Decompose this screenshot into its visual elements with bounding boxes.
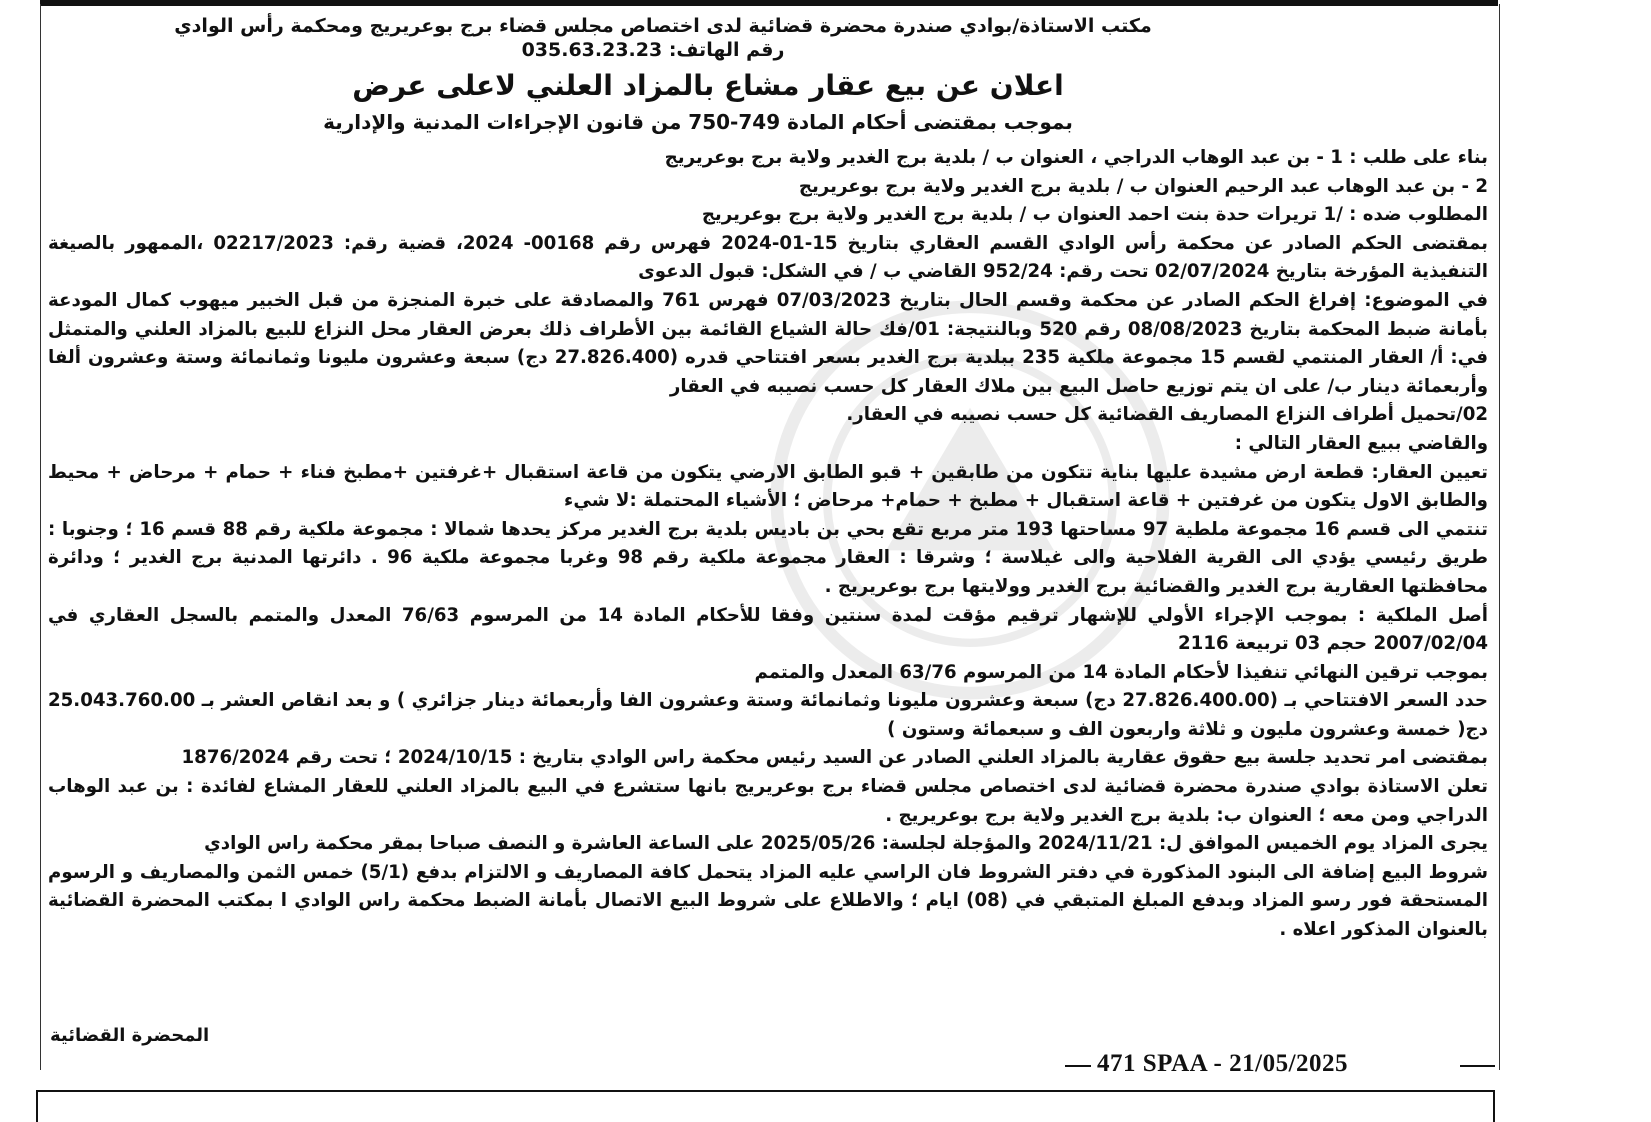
costs-clause: 02/تحميل أطراف النزاع المصاريف القضائية كل حسب نصيبه في العقار.	[846, 404, 1488, 426]
notice-title: اعلان عن بيع عقار مشاع بالمزاد العلني لاعلى عرض	[352, 69, 1064, 102]
sale-conditions: شروط البيع إضافة الى البنود المذكورة في دفتر الشروط فان الراسي عليه المزاد يتحمل كافة المصاريف و الالتزام بدفع (5/1) خمس الثمن والمصاريف و الرسوم المستحقة فور رسو المزاد وبدفع المبلغ المتبقي في (08) ايام ؛ والاطلاع على شروط البيع الاتصال بأمانة الضبط محكمة راس الوادي ا بمكتب المحضرة القضائية بالعنوان المذكور اعلاه .	[48, 861, 1488, 941]
footer-rule-right	[1460, 1065, 1495, 1067]
auction-announcement: تعلن الاستاذة بوادي صندرة محضرة قضائية لدى اختصاص مجلس قضاء برج بوعريريج بانها ستشرع في البيع بالمزاد العلني للعقار المشاع لفائدة : بن عبد الوهاب الدراجي ومن معه ؛ العنوان ب: بلدية برج الغدير ولاية برج بوعريريج .	[48, 776, 1488, 826]
signature: المحضرة القضائية	[50, 1025, 210, 1046]
requester-2: 2 - بن عبد الوهاب عبد الرحيم العنوان ب / بلدية برج الغدير ولاية برج بوعريريج	[798, 175, 1488, 197]
publication-reference: 471 SPAA - 21/05/2025	[1097, 1050, 1349, 1077]
office-phone: رقم الهاتف: 035.63.23.23	[521, 39, 785, 61]
auction-notice	[48, 14, 1488, 945]
hearing-order: بمقتضى امر تحديد جلسة بيع حقوق عقارية بالمزاد العلني الصادر عن السيد رئيس محكمة راس الوادي بتاريخ : 2024/10/15 ؛ تحت رقم 1876/2024	[181, 747, 1488, 769]
sale-intro: والقاضي ببيع العقار التالي :	[1234, 432, 1488, 454]
requester-1: بناء على طلب : 1 - بن عبد الوهاب الدراجي ، العنوان ب / بلدية برج الغدير ولاية برج بوعريريج	[664, 147, 1488, 168]
property-description: تعيين العقار: قطعة ارض مشيدة عليها بناية تتكون من طابقين + قبو الطابق الارضي يتكون من قاعة استقبال +غرفتين +مطبخ فناء + حمام + مرحاض + محيط والطابق الاول يتكون من غرفتين + قاعة استقبال + مطبخ + حمام+ مرحاض ؛ الأشياء المحتملة :لا شيء	[48, 461, 1488, 512]
publication-footer	[1065, 1047, 1495, 1083]
judgment-reference: بمقتضى الحكم الصادر عن محكمة رأس الوادي القسم العقاري بتاريخ 15-01-2024 فهرس رقم 00168- 2024، قضية رقم: 02217/2023 ،الممهور بالصيغة التنفيذية المؤرخة بتاريخ 02/07/2024 تحت رقم: 952/24 القاضي ب / في الشكل: قبول الدعوى	[48, 232, 1488, 283]
property-boundaries: تنتمي الى قسم 16 مجموعة ملطية 97 مساحتها 193 متر مربع تقع بحي بن باديس بلدية برج الغدير مركز يحدها شمالا : مجموعة ملكية رقم 88 قسم 16 ؛ وجنوبا : طريق رئيسي يؤدي الى القرية الفلاحية والى غيلاسة ؛ وشرقا : العقار مجموعة ملكية رقم 98 وغربا مجموعة ملكية 96 . دائرتها المدنية برج الغدير ؛ ودائرة محافظتها العقارية برج الغدير والقضائية برج الغدير وولايتها برج بوعريريج .	[48, 518, 1488, 597]
office-header: مكتب الاستاذة/بوادي صندرة محضرة قضائية لدى اختصاص مجلس قضاء برج بوعريريج ومحكمة رأس الوادي	[174, 15, 1152, 37]
auction-date: يجرى المزاد يوم الخميس الموافق ل: 2024/11/21 والمؤجلة لجلسة: 2025/05/26 على الساعة العاشرة و النصف صباحا بمقر محكمة راس الوادي	[204, 833, 1488, 855]
final-registration: بموجب ترقين النهائي تنفيذا لأحكام المادة 14 من المرسوم 63/76 المعدل والمتمم	[754, 661, 1488, 683]
judgment-subject: في الموضوع: إفراغ الحكم الصادر عن محكمة وقسم الحال بتاريخ 07/03/2023 فهرس 761 والمصادقة على خبرة المنجزة من قبل الخبير ميهوب كمال المودعة بأمانة ضبط المحكمة بتاريخ 08/08/2023 رقم 520 وبالنتيجة: 01/فك حالة الشياع القائمة بين الأطراف ذلك بعرض العقار محل النزاع للبيع بالمزاد العلني والمتمثل في: أ/ العقار المنتمي لقسم 15 مجموعة ملكية 235 ببلدية برج الغدير بسعر افتتاحي قدره (27.826.400 دج) سبعة وعشرون مليونا وثمانمائة وستة وعشرون ألفا وأربعمائة دينار ب/ على ان يتم توزيع حاصل البيع بين ملاك العقار كل حسب نصيبه في العقار	[48, 289, 1488, 397]
footer-rule-left	[1065, 1065, 1091, 1067]
next-notice-box	[36, 1090, 1495, 1122]
ownership-origin: أصل الملكية : بموجب الإجراء الأولي للإشهار ترقيم مؤقت لمدة سنتين وفقا للأحكام المادة 14 من المرسوم 76/63 المعدل والمتمم بالسجل العقاري في 2007/02/04 حجم 03 تربيعة 2116	[48, 604, 1488, 655]
opening-price: حدد السعر الافتتاحي بـ (27.826.400.00 دج) سبعة وعشرون مليونا وثمانمائة وستة وعشرون الفا وأربعمائة دينار جزائري ) و بعد انقاص العشر بـ 25.043.760.00 دج( خمسة وعشرون مليون و ثلاثة واربعون الف و سبعمائة وستون )	[48, 690, 1488, 740]
notice-subtitle: بموجب بمقتضى أحكام المادة 749-750 من قانون الإجراءات المدنية والإدارية	[323, 110, 1073, 134]
respondent: المطلوب ضده : /1 تريرات حدة بنت احمد العنوان ب / بلدية برج الغدير ولاية برج بوعريريج	[701, 204, 1488, 226]
